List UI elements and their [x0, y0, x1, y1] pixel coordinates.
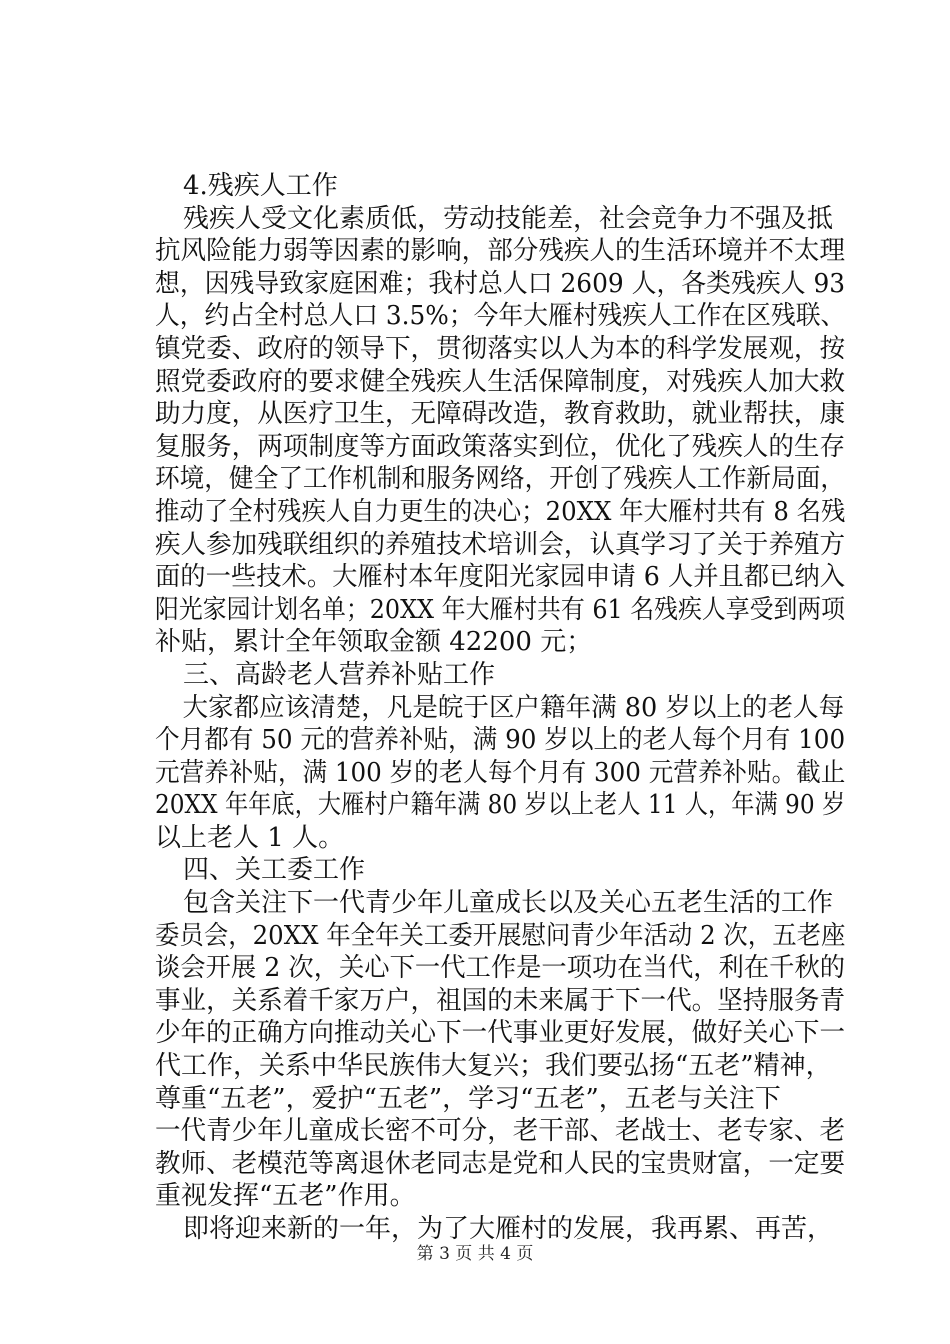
text-line: 一代青少年儿童成长密不可分，老干部、老战士、老专家、老 — [155, 1116, 846, 1147]
text-line: 教师、老模范等离退休老同志是党和人民的宝贵财富，一定要 — [155, 1148, 846, 1179]
text-line: 即将迎来新的一年，为了大雁村的发展，我再累、再苦， — [183, 1214, 834, 1244]
text-line: 重视发挥“五老”作用。 — [155, 1181, 416, 1212]
text-line: 照党委政府的要求健全残疾人生活保障制度，对残疾人加大救 — [155, 366, 846, 397]
text-line: 少年的正确方向推动关心下一代事业更好发展，做好关心下一 — [155, 1018, 846, 1049]
text-line: 抗风险能力弱等因素的影响，部分残疾人的生活环境并不太理 — [155, 236, 846, 267]
text-line: 疾人参加残联组织的养殖技术培训会，认真学习了关于养殖方 — [155, 529, 846, 560]
text-line: 20XX 年年底，大雁村户籍年满 80 岁以上老人 11 人，年满 90 岁 — [155, 790, 846, 821]
text-line: 人，约占全村总人口 3.5%；今年大雁村残疾人工作在区残联、 — [155, 301, 846, 332]
text-line: 阳光家园计划名单；20XX 年大雁村共有 61 名残疾人享受到两项 — [155, 594, 846, 625]
document-body — [155, 170, 845, 1246]
text-line: 以上老人 1 人。 — [155, 822, 345, 853]
text-line: 残疾人受文化素质低，劳动技能差，社会竞争力不强及抵 — [183, 203, 834, 234]
text-line: 复服务，两项制度等方面政策落实到位，优化了残疾人的生存 — [155, 431, 846, 462]
text-line: 个月都有 50 元的营养补贴，满 90 岁以上的老人每个月有 100 — [155, 725, 846, 756]
text-line: 4.残疾人工作 — [183, 171, 338, 201]
text-line: 面的一些技术。大雁村本年度阳光家园申请 6 人并且都已纳入 — [155, 562, 846, 593]
text-line: 谈会开展 2 次，关心下一代工作是一项功在当代，利在千秋的 — [155, 953, 846, 984]
text-line: 想，因残导致家庭困难；我村总人口 2609 人，各类残疾人 93 — [155, 268, 846, 299]
text-line: 元营养补贴，满 100 岁的老人每个月有 300 元营养补贴。截止 — [155, 757, 846, 788]
text-line: 委员会，20XX 年全年关工委开展慰问青少年活动 2 次，五老座 — [155, 920, 846, 951]
text-line: 镇党委、政府的领导下，贯彻落实以人为本的科学发展观，按 — [155, 333, 846, 364]
text-line: 四、关工委工作 — [183, 855, 366, 886]
text-line: 三、高龄老人营养补贴工作 — [183, 659, 496, 690]
text-line: 推动了全村残疾人自力更生的决心；20XX 年大雁村共有 8 名残 — [155, 496, 846, 527]
text-line: 大家都应该清楚，凡是皖于区户籍年满 80 岁以上的老人每 — [182, 692, 845, 723]
text-line: 事业，关系着千家万户，祖国的未来属于下一代。坚持服务青 — [155, 985, 846, 1016]
text-line: 包含关注下一代青少年儿童成长以及关心五老生活的工作 — [183, 888, 834, 919]
page-footer: 第 3 页 共 4 页 — [416, 1244, 534, 1264]
text-line: 补贴，累计全年领取金额 42200 元； — [155, 627, 593, 658]
text-line: 代工作，关系中华民族伟大复兴；我们要弘扬“五老”精神， — [155, 1051, 832, 1082]
text-line: 环境，健全了工作机制和服务网络，开创了残疾人工作新局面， — [155, 464, 846, 495]
text-line: 尊重“五老”，爱护“五老”，学习“五老”，五老与关注下 — [155, 1083, 781, 1114]
text-line: 助力度，从医疗卫生，无障碍改造，教育救助，就业帮扶，康 — [155, 399, 846, 430]
